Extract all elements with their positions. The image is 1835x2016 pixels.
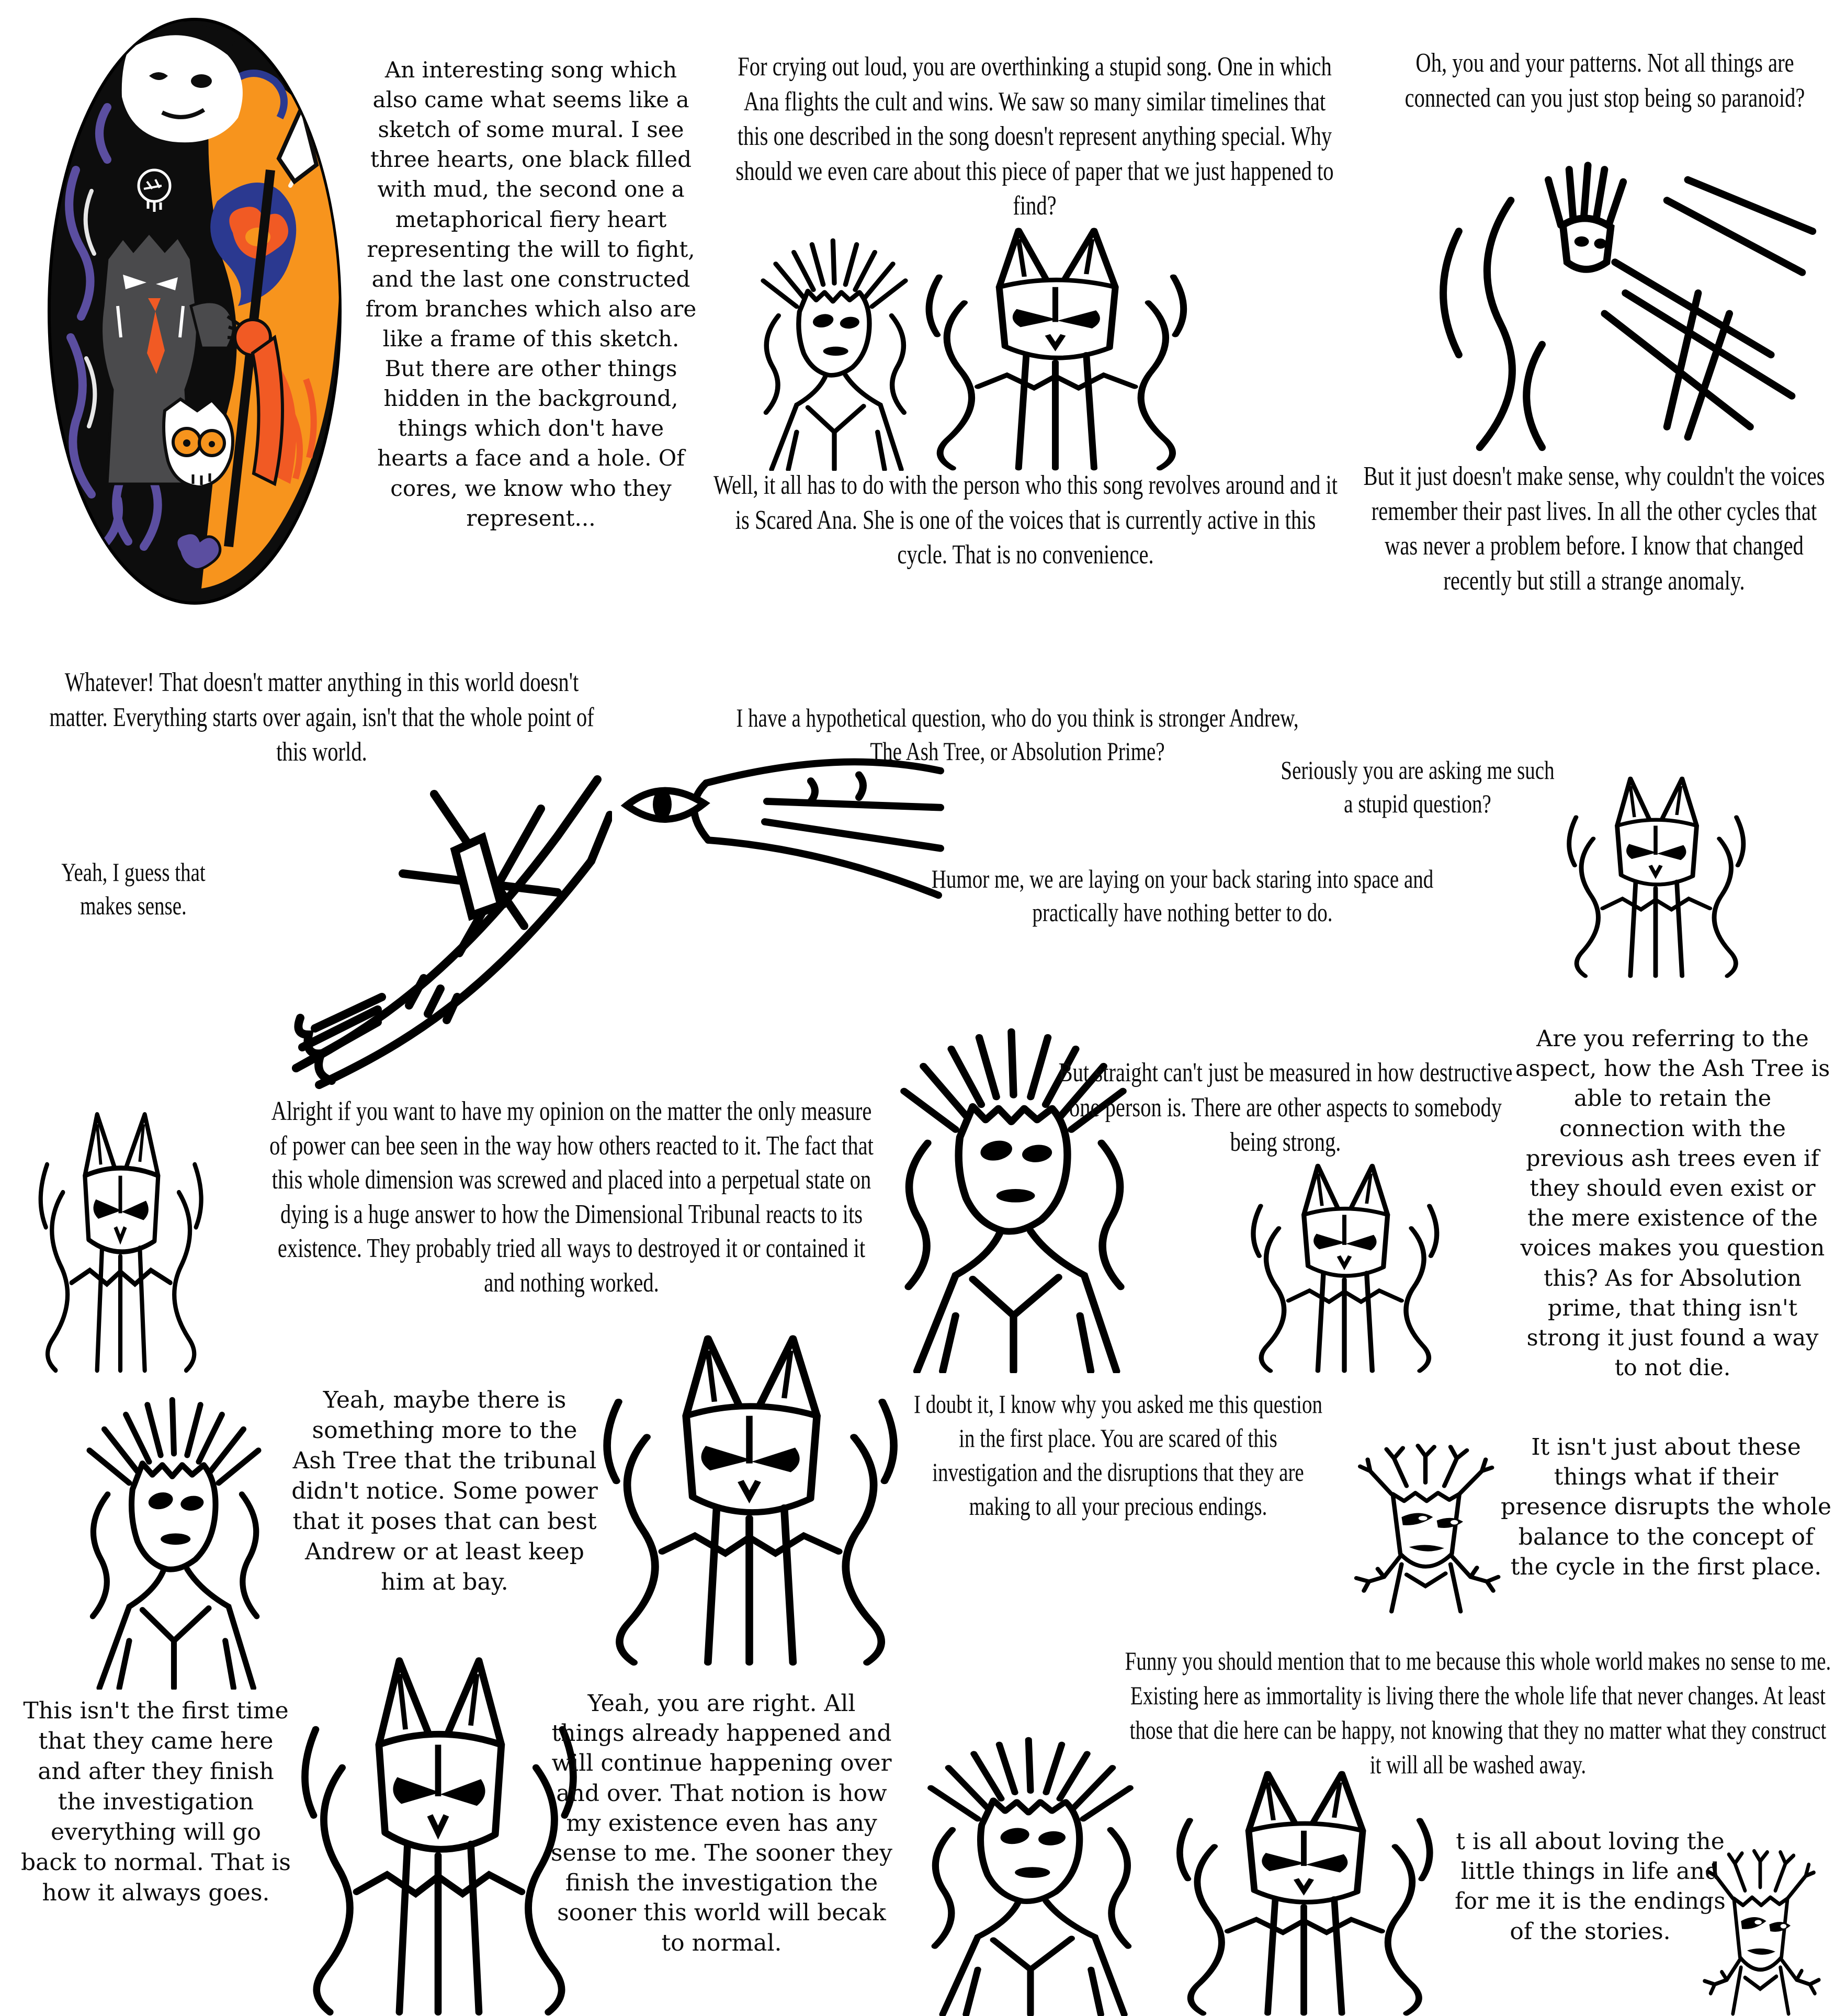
dialogue-it-isnt-just-about: It isn't just about these things what if their presence disrupts the whole balance to the concept of the cycle in the first place. bbox=[1500, 1434, 1832, 1580]
dialogue-humor-me: Humor me, we are laying on your back staring into space and practically have nothing better to do. bbox=[931, 864, 1434, 927]
dialogue-i-doubt-it: I doubt it, I know why you asked me this question in the first place. You are scared of this investigation and the disruptions that they are making to all your precious endings. bbox=[913, 1389, 1322, 1521]
dialogue-hypothetical-question: I have a hypothetical question, who do you think is stronger Andrew, The Ash Tree, or Absolution Prime? bbox=[736, 703, 1299, 766]
cat-mask-spirit-drawing bbox=[586, 1331, 913, 1666]
dialogue-alright-my-opinion: Alright if you want to have my opinion on the matter the only measure of power can bee seen in the way how others reacted to it. The fact that this whole dimension was screwed and placed into a perpetual state on dying is a huge answer to how the Dimensional Tribunal reacts to its existence. They probably tried all ways to destroyed it or contained it and nothing worked. bbox=[269, 1096, 874, 1298]
dialogue-funny-you-should-mention: Funny you should mention that to me because this whole world makes no sense to me. Existing here as immortality is living there the whole life that never changes. At least those that die here can be happy, not knowing that they no matter what they construct it will all be washed away. bbox=[1125, 1646, 1831, 1779]
dialogue-yeah-maybe-there-is: Yeah, maybe there is something more to the Ash Tree that the tribunal didn't notice. Some power that it poses that can best Andrew or at least keep him at bay. bbox=[291, 1387, 598, 1596]
ash-tree-figure-drawing bbox=[730, 238, 939, 471]
dialogue-but-straight-cant: But straight can't just be measured in how destructive one person is. There are other aspects to somebody being strong. bbox=[1058, 1058, 1513, 1158]
cat-mask-spirit-drawing bbox=[29, 1109, 212, 1373]
dialogue-are-you-referring: Are you referring to the aspect, how the Ash Tree is able to retain the connection with the previous ash trees even if they should even exist or the mere existence of the voices makes you question this? As for Absolution prime, that thing isn't strong it just found a way to not die. bbox=[1515, 1026, 1830, 1381]
dialogue-this-isnt-the-first-time: This isn't the first time that they came here and after they finish the investigation everything will go back to normal. That is how it always goes. bbox=[21, 1697, 291, 1907]
tree-bust-drawing bbox=[1331, 1441, 1520, 1614]
cat-mask-spirit-drawing bbox=[910, 225, 1200, 471]
cat-mask-spirit-drawing bbox=[1556, 774, 1755, 978]
dialogue-oh-you-and-your-patterns: Oh, you and your patterns. Not all things are connected can you just stop being so paranoid? bbox=[1404, 48, 1805, 113]
dialogue-but-it-just-doesnt-make-sense: But it just doesn't make sense, why couldn't the voices remember their past lives. In all the other cycles that was never a problem before. I know that changed recently but still a strange anomaly. bbox=[1363, 461, 1825, 596]
dialogue-whatever: Whatever! That doesn't matter anything in this world doesn't matter. Everything starts over again, isn't that the whole point of this world. bbox=[49, 667, 594, 767]
dialogue-for-crying-out-loud: For crying out loud, you are overthinking a stupid song. One in which Ana flights the cult and wins. We saw so many similar timelines that this one described in the song doesn't represent anything special. Why should we even care about this piece of paper that we just happened to find? bbox=[735, 52, 1334, 221]
cat-mask-spirit-drawing bbox=[285, 1653, 591, 2016]
dialogue-yeah-you-are-right: Yeah, you are right. All things already happened and will continue happening over and over. That notion is how my existence even has any sense to me. The sooner they finish the investigation the sooner this world will becak to normal. bbox=[550, 1690, 893, 1956]
dialogue-yeah-i-guess: Yeah, I guess that makes sense. bbox=[61, 857, 206, 920]
reclining-figures-drawing bbox=[1355, 139, 1833, 458]
pointing-hand-eye-drawing bbox=[612, 740, 947, 944]
dialogue-well-it-all-has-to-do: Well, it all has to do with the person who this song revolves around and it is Scared Ana. She is one of the voices that is currently active in this cycle. That is no convenience. bbox=[713, 470, 1338, 570]
dialogue-t-is-all-about: t is all about loving the little things in life and for me it is the endings of the stories. bbox=[1455, 1828, 1726, 1945]
mural-oval-illustration bbox=[44, 13, 345, 609]
crossed-branches-drawing bbox=[277, 748, 612, 1093]
dialogue-narration-mural: An interesting song which also came what seems like a sketch of some mural. I see three hearts, one black filled with mud, the second one a metaphorical fiery heart representing the will to fight, and the last one constructed from branches which also are like a frame of this sketch. But there are other things hidden in the background, things which don't have hearts a face and a hole. Of cores, we know who they represent... bbox=[365, 57, 697, 531]
cat-mask-spirit-drawing bbox=[1161, 1768, 1446, 2016]
cat-mask-spirit-drawing bbox=[1240, 1161, 1449, 1373]
ash-tree-figure-drawing bbox=[50, 1397, 298, 1690]
dialogue-seriously: Seriously you are asking me such a stupid question? bbox=[1281, 755, 1555, 818]
